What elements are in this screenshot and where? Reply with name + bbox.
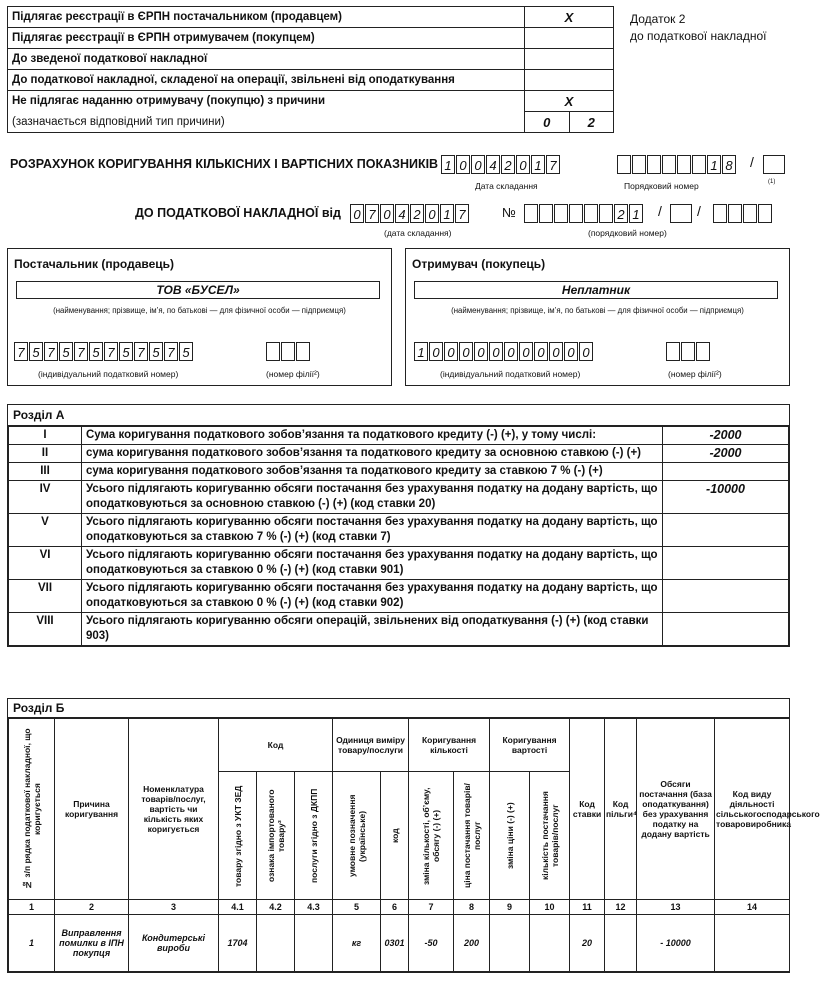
digit-cell [692,155,706,174]
invoice-extra-cells-b[interactable] [713,204,773,223]
digit-cell: 7 [44,342,58,361]
seller-branch-label: (номер філії²) [266,369,320,379]
digit-cell: 0 [380,204,394,223]
status-row-label: Підлягає реєстрації в ЄРПН отримувачем (покупцем) [8,28,525,49]
digit-cell: 7 [455,204,469,223]
cell[interactable]: 200 [454,915,490,972]
digit-cell: 5 [29,342,43,361]
digit-cell: 7 [365,204,379,223]
status-row-label: До зведеної податкової накладної [8,49,525,70]
digit-cell: 7 [74,342,88,361]
cell[interactable]: 0301 [381,915,409,972]
digit-cell [584,204,598,223]
row-number: I [9,427,82,445]
digit-cell: 0 [459,342,473,361]
digit-cell [743,204,757,223]
cell[interactable] [605,915,637,972]
row-text: Сума коригування податкового зобов’язання та податкового кредиту (-) (+), у тому числі: [82,427,663,445]
appendix-note [630,11,766,45]
row-value[interactable]: -10000 [663,481,789,514]
digit-cell [554,204,568,223]
col-header: послуги згідно з ДКПП [308,788,319,883]
digit-cell [539,204,553,223]
digit-cell: 0 [579,342,593,361]
section-a-title: Розділ А [8,405,789,426]
col-header: зміна ціни (-) (+) [504,802,515,869]
calc-title: РОЗРАХУНОК КОРИГУВАННЯ КІЛЬКІСНИХ І ВАРТІСНИХ ПОКАЗНИКІВ [10,157,439,171]
row-number: VIII [9,613,82,646]
cell[interactable]: -50 [409,915,454,972]
row-value[interactable] [663,463,789,481]
digit-cell: 0 [534,342,548,361]
buyer-block [405,248,790,386]
digit-cell: 0 [489,342,503,361]
digit-cell: 0 [519,342,533,361]
table-row [9,915,790,972]
col-header: код [389,828,400,843]
buyer-ipn-cells[interactable] [414,342,594,361]
calc-date-label: Дата складання [475,181,538,191]
digit-cell: 0 [471,155,485,174]
digit-cell: 1 [629,204,643,223]
cell[interactable]: Виправлення помилки в ІПН покупця [55,915,129,972]
not-issued-mark[interactable]: X [525,91,614,112]
digit-cell: 0 [516,155,530,174]
col-number: 10 [530,900,570,915]
invoice-number-cells[interactable] [524,204,644,223]
col-number: 7 [409,900,454,915]
row-number: IV [9,481,82,514]
buyer-name-note: (найменування; прізвище, ім’я, по батькові — для фізичної особи — підприємця) [451,306,744,315]
digit-cell: 5 [179,342,193,361]
col-number: 4.2 [257,900,295,915]
seller-ipn-cells[interactable] [14,342,194,361]
row-value[interactable] [663,514,789,547]
digit-cell [763,155,785,174]
cell[interactable]: кг [333,915,381,972]
status-mark[interactable] [525,49,614,70]
digit-cell: 2 [501,155,515,174]
col-number: 1 [9,900,55,915]
row-text: Усього підлягають коригуванню обсяги постачання без урахування податку на додану вартість, що оподатковуються за основною ставкою (-) (+) (код ставки 20) [82,481,663,514]
reason-code-digit[interactable]: 2 [569,112,614,133]
status-row-label: До податкової накладної, складеної на операції, звільнені від оподаткування [8,70,525,91]
digit-cell: 7 [134,342,148,361]
cell[interactable] [257,915,295,972]
col-header: Коригування вартості [490,719,570,772]
col-header: ознака імпортованого товару³ [265,789,286,882]
col-number: 11 [570,900,605,915]
row-text: Усього підлягають коригуванню обсяги операцій, звільнених від оподаткування (-) (+) (код ставки 903) [82,613,663,646]
buyer-ipn-label: (індивідуальний податковий номер) [440,369,581,379]
col-header: № з/п рядка податкової накладної, що коригується [21,728,42,890]
status-mark[interactable] [525,70,614,91]
cell[interactable] [530,915,570,972]
digit-cell: 4 [486,155,500,174]
digit-cell: 5 [89,342,103,361]
digit-cell [281,342,295,361]
digit-cell: 0 [350,204,364,223]
col-header: Код виду діяльності сільськогосподарського товаровиробника [715,719,790,900]
digit-cell: 7 [546,155,560,174]
slash-separator: / [658,203,662,219]
digit-cell: 0 [564,342,578,361]
digit-cell: 8 [722,155,736,174]
row-number: II [9,445,82,463]
buyer-branch-cells[interactable] [666,342,711,361]
calc-order-extra-cells[interactable] [763,155,786,174]
digit-cell [617,155,631,174]
digit-cell: 0 [444,342,458,361]
row-value[interactable]: -2000 [663,445,789,463]
number-sign: № [502,205,516,220]
digit-cell: 4 [395,204,409,223]
calc-date-cells[interactable] [441,155,561,174]
row-text: Усього підлягають коригуванню обсяги постачання без урахування податку на додану вартість, що оподатковуються за ставкою 7 % (-) (+) (код ставки 7) [82,514,663,547]
digit-cell [758,204,772,223]
digit-cell: 1 [441,155,455,174]
invoice-number-label: (порядковий номер) [588,228,667,238]
cell[interactable] [715,915,790,972]
col-header: товару згідно з УКТ ЗЕД [232,784,243,887]
col-header: Код ставки [570,719,605,900]
digit-cell: 0 [549,342,563,361]
digit-cell: 0 [504,342,518,361]
col-number: 5 [333,900,381,915]
digit-cell: 7 [164,342,178,361]
digit-cell: 7 [104,342,118,361]
row-text: сума коригування податкового зобов’язання та податкового кредиту за ставкою 7 % (-) (+) [82,463,663,481]
status-table [7,6,614,133]
col-number: 9 [490,900,530,915]
col-number: 14 [715,900,790,915]
buyer-branch-label: (номер філії²) [668,369,722,379]
col-number: 2 [55,900,129,915]
section-a-table [8,426,789,646]
digit-cell [266,342,280,361]
section-b-table [8,718,820,972]
col-header: Коригування кількості [409,719,490,772]
col-header: умовне позначення (українське) [346,794,367,877]
digit-cell [569,204,583,223]
row-number: V [9,514,82,547]
digit-cell [713,204,727,223]
reason-label: (зазначається відповідний тип причини) [8,112,525,133]
row-value[interactable] [663,547,789,580]
seller-block [7,248,392,386]
section-a [7,404,790,647]
digit-cell [666,342,680,361]
digit-cell: 5 [119,342,133,361]
digit-cell: 7 [14,342,28,361]
section-b [7,698,820,973]
digit-cell: 1 [531,155,545,174]
row-text: Усього підлягають коригуванню обсяги постачання без урахування податку на додану вартість, що оподатковуються за ставкою 0 % (-) (+) (код ставки 902) [82,580,663,613]
digit-cell [599,204,613,223]
digit-cell: 0 [425,204,439,223]
digit-cell: 5 [149,342,163,361]
col-header: кількість постачання товарів/послуг [539,791,560,881]
digit-cell [670,204,692,223]
invoice-title: ДО ПОДАТКОВОЇ НАКЛАДНОЇ від [135,206,341,220]
digit-cell: 5 [59,342,73,361]
digit-cell: 0 [456,155,470,174]
digit-cell: 1 [707,155,721,174]
not-issued-label: Не підлягає наданню отримувачу (покупцю) з причини [8,91,525,112]
section-b-title: Розділ Б [8,699,789,718]
footnote-mark: (1) [768,179,776,185]
cell[interactable] [490,915,530,972]
digit-cell [681,342,695,361]
seller-branch-cells[interactable] [266,342,311,361]
digit-cell [662,155,676,174]
digit-cell: 0 [429,342,443,361]
col-header: Код пільги⁴ [605,719,637,900]
cell[interactable]: - 10000 [637,915,715,972]
col-header: Номенклатура товарів/послуг, вартість чи кількість яких коригується [129,719,219,900]
row-value[interactable]: -2000 [663,427,789,445]
seller-title: Постачальник (продавець) [14,257,175,271]
digit-cell: 1 [440,204,454,223]
invoice-extra-cell-a[interactable] [670,204,693,223]
buyer-title: Отримувач (покупець) [412,257,546,271]
status-mark[interactable]: X [525,7,614,28]
row-text: сума коригування податкового зобов’язання та податкового кредиту за основною ставкою (-) (+) [82,445,663,463]
digit-cell: 1 [414,342,428,361]
digit-cell [696,342,710,361]
col-header: зміна кількості, об’єму, обсягу (-) (+) [421,786,442,885]
seller-name-note: (найменування; прізвище, ім’я, по батькові — для фізичної особи — підприємця) [53,306,346,315]
buyer-name[interactable]: Неплатник [414,281,778,299]
col-header: Код [219,719,333,772]
status-row-label: Підлягає реєстрації в ЄРПН постачальником (продавцем) [8,7,525,28]
slash-separator: / [697,203,701,219]
cell[interactable]: 1 [9,915,55,972]
row-value[interactable] [663,613,789,646]
cell[interactable]: 1704 [219,915,257,972]
digit-cell: 0 [474,342,488,361]
digit-cell: 2 [614,204,628,223]
reason-code-digit[interactable]: 0 [525,112,570,133]
cell[interactable]: 20 [570,915,605,972]
row-number: VI [9,547,82,580]
col-number: 3 [129,900,219,915]
digit-cell: 2 [410,204,424,223]
col-header: Причина коригування [55,719,129,900]
calc-order-cells[interactable] [617,155,737,174]
appendix-line: до податкової накладної [630,29,767,43]
seller-ipn-label: (індивідуальний податковий номер) [38,369,179,379]
col-number: 8 [454,900,490,915]
col-number: 4.1 [219,900,257,915]
digit-cell [524,204,538,223]
digit-cell [632,155,646,174]
digit-cell [677,155,691,174]
appendix-line: Додаток 2 [630,12,686,26]
col-number: 6 [381,900,409,915]
digit-cell [728,204,742,223]
slash-separator: / [750,154,754,170]
cell[interactable] [295,915,333,972]
calc-order-label: Порядковий номер [624,181,699,191]
digit-cell [647,155,661,174]
col-header: ціна постачання товарів/послуг [461,783,482,889]
col-header: Одиниця виміру товару/послуги [333,719,409,772]
col-number: 12 [605,900,637,915]
seller-name[interactable]: ТОВ «БУСЕЛ» [16,281,380,299]
col-header: Обсяги постачання (база оподаткування) без урахування податку на додану вартість [637,719,715,900]
status-mark[interactable] [525,28,614,49]
row-number: III [9,463,82,481]
cell[interactable]: Кондитерські вироби [129,915,219,972]
invoice-date-label: (дата складання) [384,228,452,238]
col-number: 4.3 [295,900,333,915]
col-number: 13 [637,900,715,915]
digit-cell [296,342,310,361]
row-value[interactable] [663,580,789,613]
row-number: VII [9,580,82,613]
invoice-date-cells[interactable] [350,204,470,223]
row-text: Усього підлягають коригуванню обсяги постачання без урахування податку на додану вартість, що оподатковуються за ставкою 0 % (-) (+) (код ставки 901) [82,547,663,580]
